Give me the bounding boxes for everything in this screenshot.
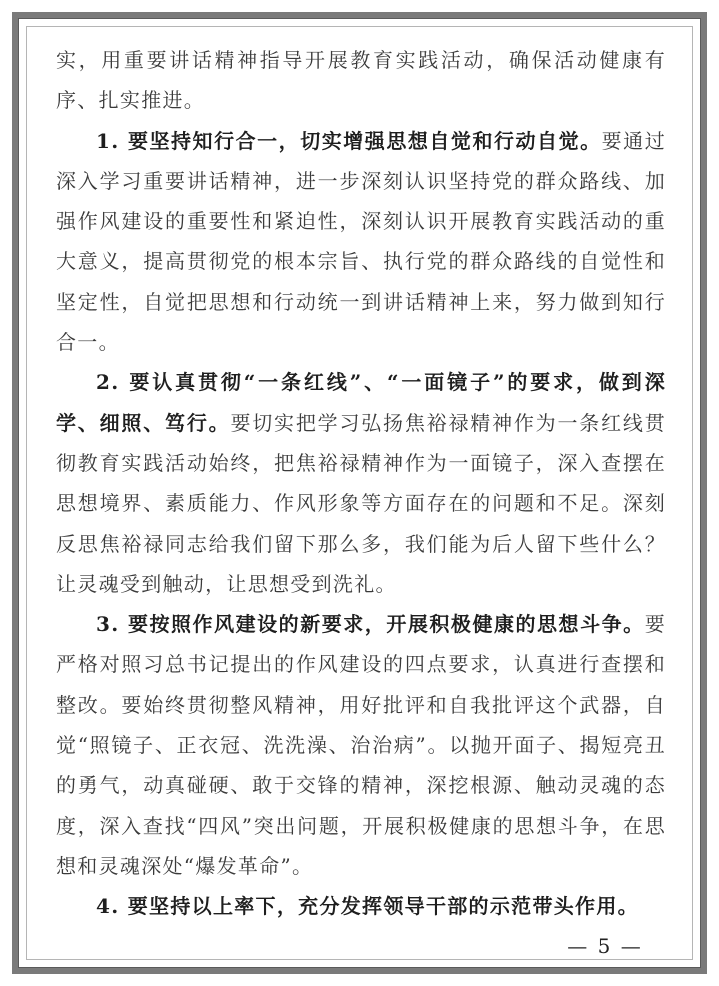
paragraph-body: 要通过深入学习重要讲话精神，进一步深刻认识坚持党的群众路线、加强作风建设的重要性和紧迫性，深刻认识开展教育实践活动的重大意义，提高贯彻党的根本宗旨、执行党的群众路线的自觉性和坚定性，自觉把思想和行动统一到讲话精神上来，努力做到知行合一。 [56,128,667,355]
paragraph-heading: 1. 要坚持知行合一，切实增强思想自觉和行动自觉。 [96,128,602,153]
paragraph-item-4 [56,886,666,926]
paragraph-heading: 4. 要坚持以上率下，充分发挥领导干部的示范带头作用。 [96,894,639,919]
paragraph-body: 要切实把学习弘扬焦裕禄精神作为一条红线贯彻教育实践活动始终，把焦裕禄精神作为一面镜子，深入查摆在思想境界、素质能力、作风形象等方面存在的问题和不足。深刻反思焦裕禄同志给我们留下那么多，我们能为后人留下些什么？让灵魂受到触动，让思想受到洗礼。 [56,410,667,596]
paragraph-body: 实，用重要讲话精神指导开展教育实践活动，确保活动健康有序、扎实推进。 [56,48,666,113]
paragraph-heading: 2. 要认真贯彻“一条红线”、“一面镜子”的要求，做到深学、细照、笃行。 [56,370,666,435]
paragraph-item-2 [56,362,666,604]
paragraph-item-1 [56,121,666,363]
document-body [56,40,666,927]
paragraph-item-3 [56,604,666,886]
paragraph-body: 要严格对照习总书记提出的作风建设的四点要求，认真进行查摆和整改。要始终贯彻整风精神，用好批评和自我批评这个武器，自觉“照镜子、正衣冠、洗洗澡、治治病”。以抛开面子、揭短亮丑的勇气，动真碰硬、敢于交锋的精神，深挖根源、触动灵魂的态度，深入查找“四风”突出问题，开展积极健康的思想斗争，在思想和灵魂深处“爆发革命”。 [56,612,666,878]
paragraph-intro-continuation [56,40,666,121]
paragraph-heading: 3. 要按照作风建设的新要求，开展积极健康的思想斗争。 [96,612,645,637]
page-number: — 5 — [567,934,643,958]
